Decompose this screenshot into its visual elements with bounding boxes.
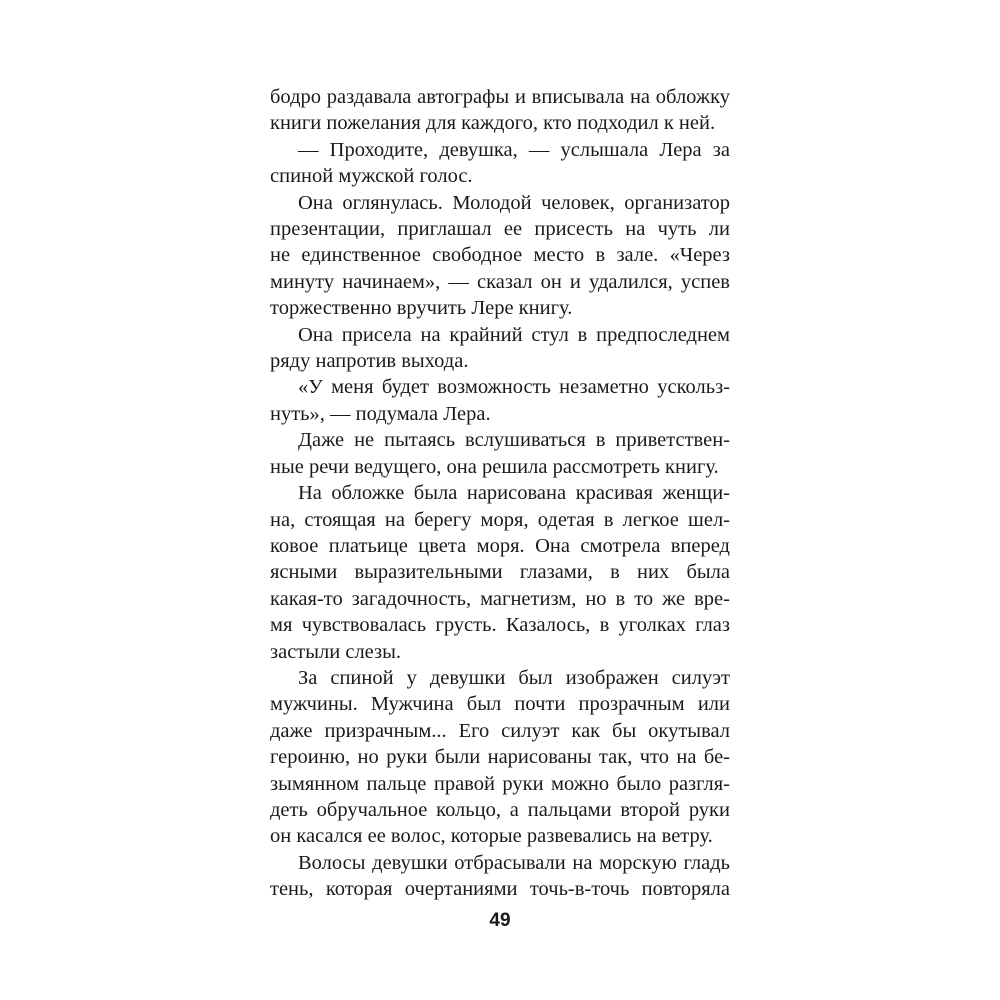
text-line: ряду напротив выхода. bbox=[270, 350, 469, 373]
text-line: презентации, приглашал ее присесть на чуть ли bbox=[270, 218, 730, 241]
text-line: Волосы девушки отбрасывали на морскую гладь bbox=[298, 851, 730, 874]
text-line: — Проходите, девушка, — услышала Лера за bbox=[298, 138, 730, 161]
text-line: мя чувствовалась грусть. Казалось, в уголках глаз bbox=[270, 614, 730, 637]
text-line: ковое платьице цвета моря. Она смотрела вперед bbox=[270, 534, 730, 557]
text-line: ясными выразительными глазами, в них была bbox=[270, 561, 730, 584]
text-line: минуту начинаем», — сказал он и удалился, успев bbox=[270, 270, 730, 293]
text-line: зымянном пальце правой руки можно было разгля- bbox=[270, 772, 730, 795]
text-line: книги пожелания для каждого, кто подходил к ней. bbox=[270, 112, 716, 135]
text-line: не единственное свободное место в зале. «Через bbox=[270, 244, 730, 267]
text-line: даже призрачным... Его силуэт как бы окутывал bbox=[270, 719, 730, 742]
text-line: спиной мужской голос. bbox=[270, 165, 473, 188]
text-line: За спиной у девушки был изображен силуэт bbox=[298, 666, 730, 689]
text-line: Даже не пытаясь вслушиваться в приветствен- bbox=[298, 429, 730, 452]
text-line: нуть», — подумала Лера. bbox=[270, 402, 491, 425]
text-line: тень, которая очертаниями точь-в-точь повторяла bbox=[270, 878, 730, 901]
text-line: Она оглянулась. Молодой человек, организатор bbox=[298, 191, 730, 214]
page-number: 49 bbox=[489, 910, 511, 931]
text-line: бодро раздавала автографы и вписывала на обложку bbox=[270, 86, 730, 108]
text-line: героиню, но руки были нарисованы так, что на бе- bbox=[270, 746, 730, 769]
text-line: на, стоящая на берегу моря, одетая в легкое шел- bbox=[270, 508, 730, 531]
text-line: торжественно вручить Лере книгу. bbox=[270, 297, 573, 320]
text-line: он касался ее волос, которые развевались на ветру. bbox=[270, 825, 713, 848]
text-line: застыли слезы. bbox=[270, 640, 402, 663]
text-line: Она присела на крайний стул в предпоследнем bbox=[298, 323, 730, 346]
text-line: какая-то загадочность, магнетизм, но в то же вре- bbox=[270, 587, 730, 610]
text-line: На обложке была нарисована красивая женщи- bbox=[298, 482, 730, 505]
body-text bbox=[270, 84, 730, 903]
text-line: деть обручальное кольцо, а пальцами второй руки bbox=[270, 798, 730, 821]
text-line: ные речи ведущего, она решила рассмотреть книгу. bbox=[270, 455, 719, 478]
text-line: мужчины. Мужчина был почти прозрачным или bbox=[270, 693, 730, 716]
text-line: «У меня будет возможность незаметно ускольз- bbox=[298, 376, 730, 399]
